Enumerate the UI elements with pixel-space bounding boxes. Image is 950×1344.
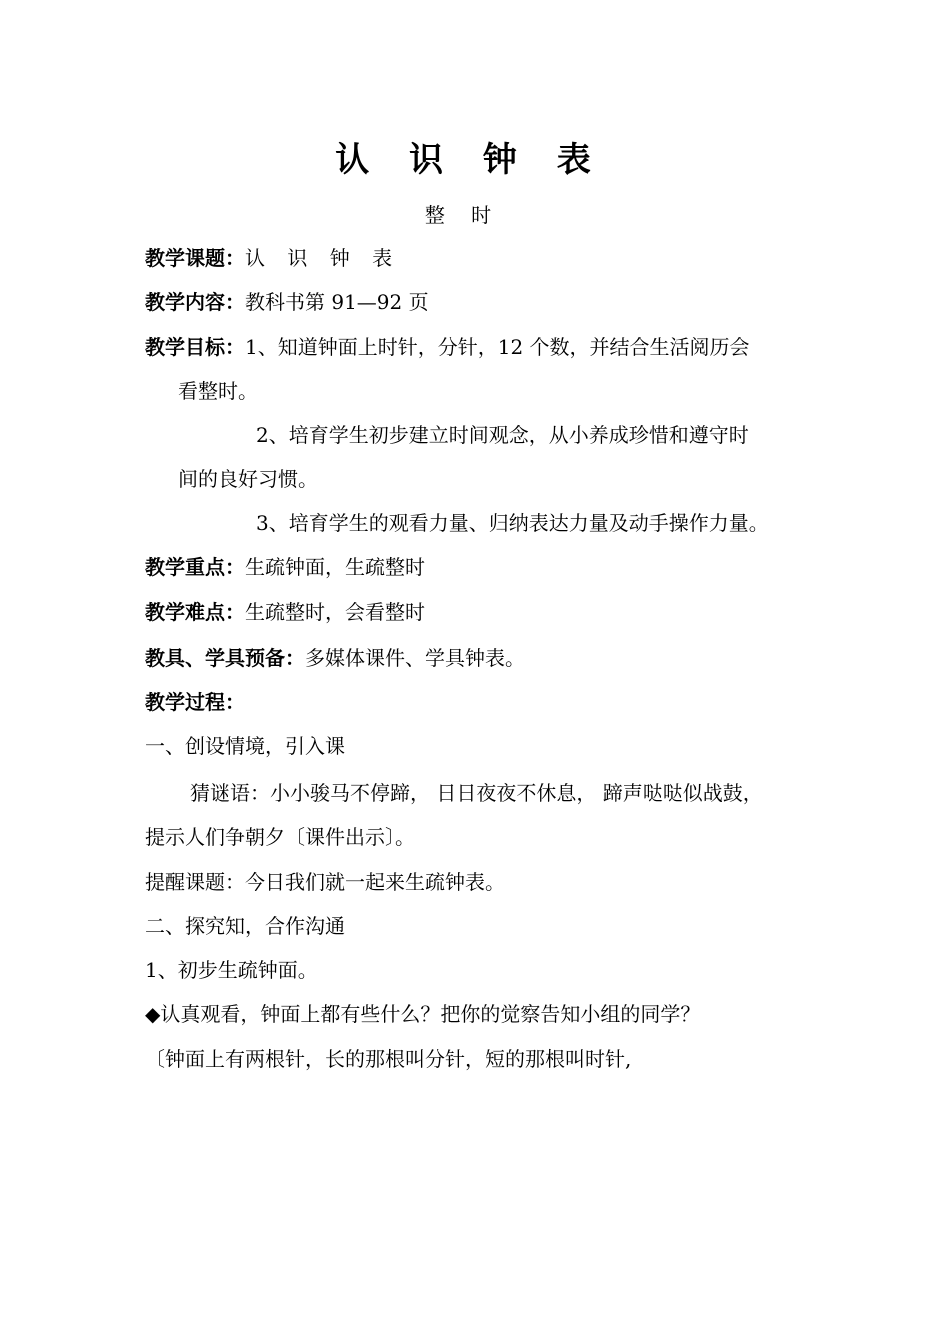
section-1-heading: 一、创设情境，引入课 — [145, 734, 345, 758]
difficulties-line — [145, 597, 425, 627]
key-points-line — [145, 552, 425, 582]
materials-value: 多媒体课件、学具钟表。 — [305, 646, 525, 670]
materials-label: 教具、学具预备： — [145, 646, 305, 670]
objective-1-line-2: 看整时。 — [178, 379, 258, 403]
content-line — [145, 287, 429, 317]
observe-question: ◆认真观看，钟面上都有些什么？把你的觉察告知小组的同学？ — [145, 1002, 701, 1026]
process-label: 教学过程： — [145, 690, 245, 714]
difficulties-value: 生疏整时，会看整时 — [245, 600, 425, 624]
key-points-label: 教学重点： — [145, 555, 245, 579]
objective-2-line-2: 间的良好习惯。 — [178, 467, 318, 491]
topic-line — [145, 243, 400, 273]
key-points-value: 生疏钟面，生疏整时 — [245, 555, 425, 579]
answer-line: 〔钟面上有两根针，长的那根叫分针，短的那根叫时针, — [145, 1047, 632, 1071]
step-1-line: 1、初步生疏钟面。 — [145, 958, 318, 982]
objectives-line — [145, 332, 750, 362]
riddle-line-2: 提示人们争朝夕〔课件出示〕。 — [145, 825, 415, 849]
materials-line — [145, 643, 525, 673]
content-value: 教科书第 91—92 页 — [245, 290, 429, 314]
objective-2-line-1: 2、培育学生初步建立时间观念，从小养成珍惜和遵守时 — [256, 423, 749, 447]
content-label: 教学内容： — [145, 290, 245, 314]
objectives-label: 教学目标： — [145, 335, 245, 359]
objective-1-line-1: 1、知道钟面上时针，分针，12 个数，并结合生活阅历会 — [245, 335, 750, 359]
difficulties-label: 教学难点： — [145, 600, 245, 624]
page-subtitle: 整 时 — [424, 203, 502, 227]
objective-3: 3、培育学生的观看力量、归纳表达力量及动手操作力量。 — [256, 511, 769, 535]
riddle-line-1: 猜谜语：小小骏马不停蹄， 日日夜夜不休息， 蹄声哒哒似战鼓， — [190, 781, 763, 805]
page-title: 认 识 钟 表 — [335, 140, 605, 180]
process-heading — [145, 687, 245, 717]
reveal-topic-line: 提醒课题：今日我们就一起来生疏钟表。 — [145, 870, 505, 894]
section-2-heading: 二、探究知，合作沟通 — [145, 914, 345, 938]
topic-value: 认 识 钟 表 — [245, 246, 401, 270]
topic-label: 教学课题： — [145, 246, 245, 270]
